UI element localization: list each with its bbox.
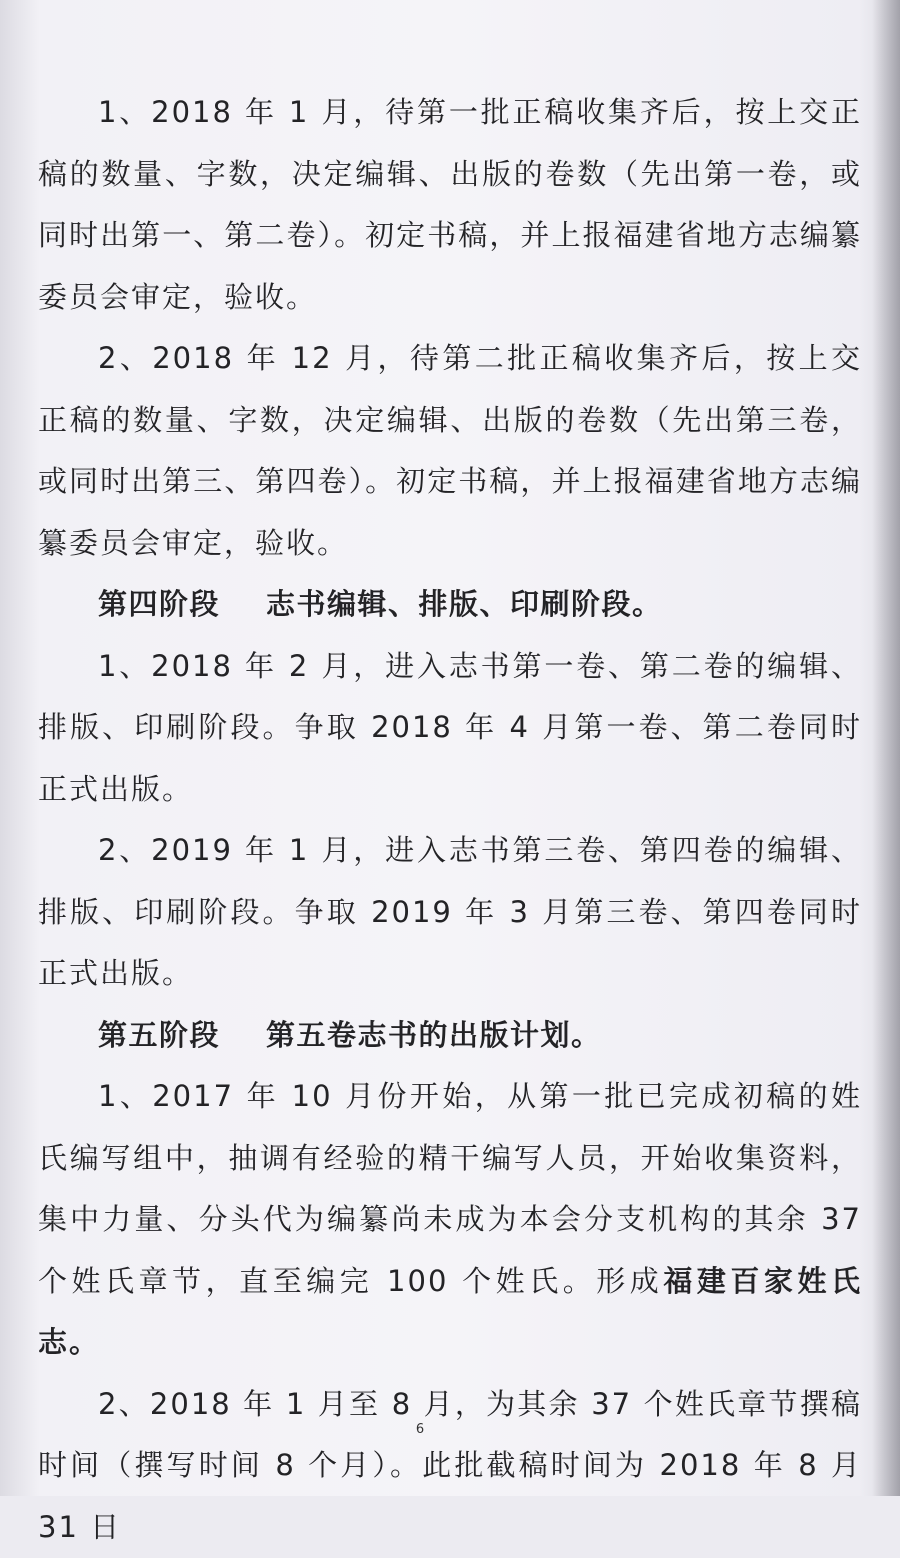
stage-title: 第五卷志书的出版计划。 — [266, 1018, 602, 1052]
stage-label: 第五阶段 — [98, 1018, 220, 1052]
stage-heading — [38, 574, 862, 636]
stage-label: 第四阶段 — [98, 587, 220, 621]
page-edge-shadow — [872, 0, 900, 1496]
paragraph: 2、2019 年 1 月，进入志书第三卷、第四卷的编辑、排版、印刷阶段。争取 2019 年 3 月第三卷、第四卷同时正式出版。 — [38, 820, 862, 1005]
book-title-emphasis: 福建百家姓氏志。 — [38, 1264, 862, 1360]
stage-heading — [38, 1005, 862, 1067]
paragraph: 1、2018 年 2 月，进入志书第一卷、第二卷的编辑、排版、印刷阶段。争取 2018 年 4 月第一卷、第二卷同时正式出版。 — [38, 636, 862, 821]
paragraph: 2、2018 年 1 月至 8 月，为其余 37 个姓氏章节撰稿时间（撰写时间 8 个月）。此批截稿时间为 2018 年 8 月 31 日 — [38, 1374, 862, 1558]
paragraph: 2、2018 年 12 月，待第二批正稿收集齐后，按上交正稿的数量、字数，决定编辑、出版的卷数（先出第三卷，或同时出第三、第四卷）。初定书稿，并上报福建省地方志编纂委员会审定，验收。 — [38, 328, 862, 574]
stage-title: 志书编辑、排版、印刷阶段。 — [266, 587, 663, 621]
page-number: 6 — [0, 1422, 840, 1437]
paragraph-text: 1、2017 年 10 月份开始，从第一批已完成初稿的姓氏编写组中，抽调有经验的精干编写人员，开始收集资料，集中力量、分头代为编纂尚未成为本会分支机构的其余 37 个姓氏章节，直至编完 100 个姓氏。形成 — [38, 1079, 862, 1298]
paragraph: 1、2018 年 1 月，待第一批正稿收集齐后，按上交正稿的数量、字数，决定编辑、出版的卷数（先出第一卷，或同时出第一、第二卷）。初定书稿，并上报福建省地方志编纂委员会审定，验收。 — [38, 82, 862, 328]
document-body — [38, 82, 862, 1558]
paragraph — [38, 1066, 862, 1374]
